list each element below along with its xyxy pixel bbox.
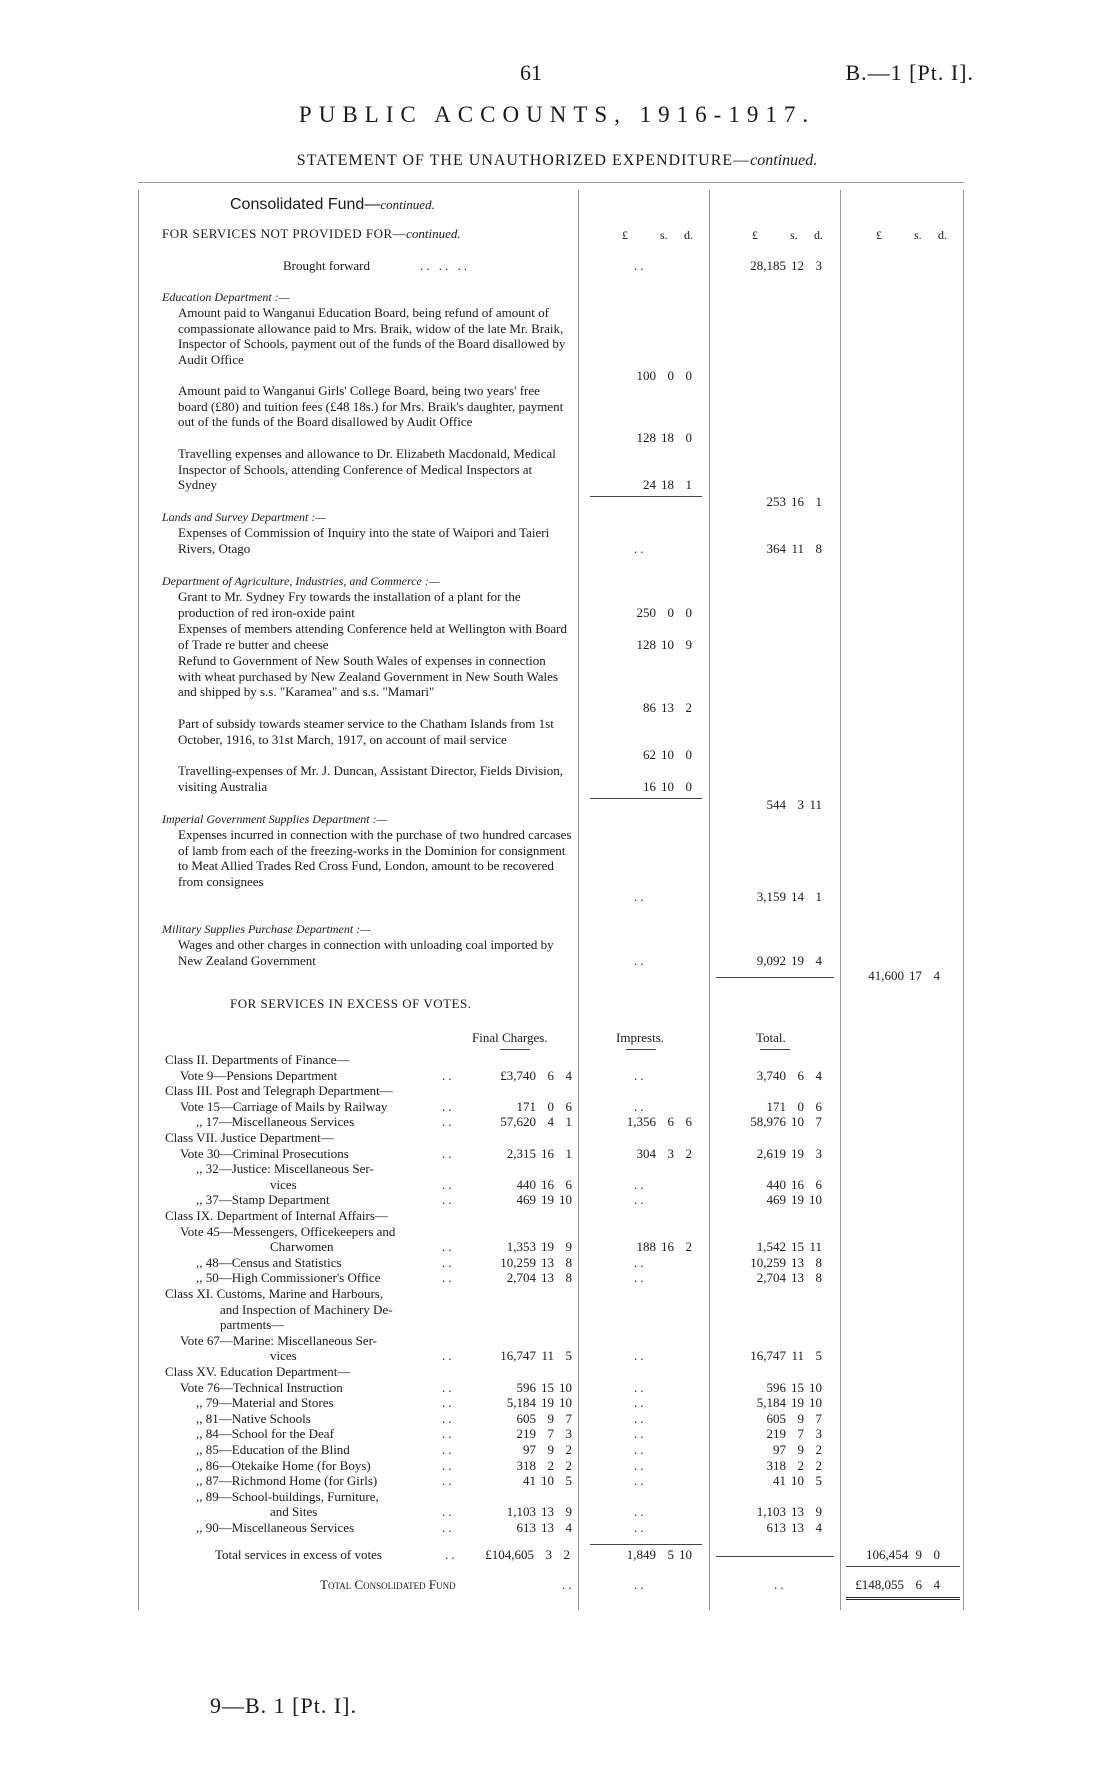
excess-row-imprest-empty: .. <box>634 1411 647 1426</box>
brought-forward-label: Brought forward <box>283 258 371 273</box>
excess-row-label: vices <box>270 1348 297 1363</box>
total-rule <box>846 1566 960 1567</box>
leader-dots: .. <box>442 1473 455 1488</box>
excess-row-imprest-empty: .. <box>634 1380 647 1395</box>
agriculture-item-5: Travelling-expenses of Mr. J. Duncan, Assistant Director, Fields Division, visiting Australia <box>178 763 563 794</box>
column-rule <box>840 190 841 1610</box>
excess-row-imprest-empty: .. <box>634 1270 647 1285</box>
education-item-1: Amount paid to Wanganui Education Board, being refund of amount of compassionate allowance paid to Mrs. Braik, widow of the late Mr. Braik, Inspector of Schools, payment out of the funds of the Board disallowed by Audit Office <box>178 305 566 367</box>
leader-dots: .. <box>442 1239 455 1254</box>
excess-row-label: and Sites <box>270 1504 318 1519</box>
excess-row-label: ,, 89—School-buildings, Furniture, <box>196 1489 379 1504</box>
unit-pence: d. <box>938 228 947 242</box>
leader-dots: .. <box>442 1146 455 1161</box>
leader-dots: .. <box>445 1547 458 1562</box>
excess-total-label: Total services in excess of votes <box>215 1547 382 1562</box>
leader-dots: .. <box>634 1577 647 1592</box>
education-item-3: Travelling expenses and allowance to Dr. Elizabeth Macdonald, Medical Inspector of Schools, attending Conference of Medical Inspectors at Sydney <box>178 446 556 493</box>
excess-row-label: vices <box>270 1177 297 1192</box>
column-rule <box>578 190 579 1610</box>
dept-education: Education Department :— <box>162 290 290 304</box>
subtotal-rule <box>716 977 834 978</box>
leader-dots: .. <box>442 1458 455 1473</box>
excess-row-label: Vote 67—Marine: Miscellaneous Ser- <box>180 1333 377 1348</box>
leader-dots: .. <box>634 953 647 968</box>
column-rule <box>963 190 964 1610</box>
agriculture-item-3: Refund to Government of New South Wales of expenses in connection with wheat purchased by New Zealand Government in New South Wales and shipped by s.s. "Karamea" and s.s. "Mamari" <box>178 653 558 700</box>
excess-row-label: Charwomen <box>270 1239 334 1254</box>
excess-row-label: ,, 79—Material and Stores <box>196 1395 334 1410</box>
excess-row-label: Vote 9—Pensions Department <box>180 1068 338 1083</box>
unit-shillings: s. <box>790 228 798 242</box>
military-item: Wages and other charges in connection with unloading coal imported by New Zealand Government <box>178 937 554 968</box>
consolidated-total-label: Total Consolidated Fund <box>320 1577 456 1592</box>
imperial-item: Expenses incurred in connection with the purchase of two hundred carcases of lamb from each of the freezing-works in the Dominion for consignment to Meat Allied Trades Red Cross Fund, London, amount to be recovered from consignees <box>178 827 572 889</box>
excess-row-imprest-empty: .. <box>634 1442 647 1457</box>
leader-dots: .. <box>442 1177 455 1192</box>
excess-row-imprest-empty: .. <box>634 1255 647 1270</box>
leader-dots: .. <box>442 1442 455 1457</box>
lands-item: Expenses of Commission of Inquiry into the state of Waipori and Taieri Rivers, Otago <box>178 525 550 556</box>
excess-row-label: ,, 50—High Commissioner's Office <box>196 1270 381 1285</box>
excess-row-label: Class XV. Education Department— <box>165 1364 351 1379</box>
excess-row-imprest-empty: .. <box>634 1068 647 1083</box>
excess-row-imprest-empty: .. <box>634 1395 647 1410</box>
leader-dots: .. <box>442 1114 455 1129</box>
double-rule <box>846 1597 960 1600</box>
dept-imperial-supplies: Imperial Government Supplies Department :— <box>162 812 388 826</box>
excess-row-label: Class II. Departments of Finance— <box>165 1052 350 1067</box>
excess-row-label: ,, 81—Native Schools <box>196 1411 311 1426</box>
excess-row-imprest-empty: .. <box>634 1473 647 1488</box>
col-imprests: Imprests. <box>616 1030 665 1045</box>
header-underline <box>626 1049 656 1050</box>
excess-row-imprest-empty: .. <box>634 1348 647 1363</box>
header-underline <box>500 1049 530 1050</box>
excess-row-label: Class VII. Justice Department— <box>165 1130 334 1145</box>
column-rule <box>138 190 139 1610</box>
excess-row-label: ,, 90—Miscellaneous Services <box>196 1520 355 1535</box>
page-number: 61 <box>520 60 542 85</box>
leader-dots: .. <box>442 1255 455 1270</box>
excess-row-imprest-empty: .. <box>634 1520 647 1535</box>
leader-dots: .. <box>442 1380 455 1395</box>
leader-dots: .. <box>442 1504 455 1519</box>
agriculture-item-4: Part of subsidy towards steamer service to the Chatham Islands from 1st October, 1916, to 31st March, 1917, on account of mail service <box>178 716 554 747</box>
excess-row-label: Class XI. Customs, Marine and Harbours, <box>165 1286 384 1301</box>
excess-row-label: ,, 87—Richmond Home (for Girls) <box>196 1473 378 1488</box>
subtotal-rule <box>590 798 702 799</box>
section-heading-not-provided: FOR SERVICES NOT PROVIDED FOR—continued. <box>162 226 461 241</box>
excess-row-imprest-empty: .. <box>634 1192 647 1207</box>
subtotal-rule <box>716 1556 834 1557</box>
unit-shillings: s. <box>914 228 922 242</box>
leader-dots: .. <box>562 1577 575 1592</box>
leader-dots: .. <box>442 1348 455 1363</box>
dept-lands-survey: Lands and Survey Department :— <box>162 510 326 524</box>
excess-row-label: ,, 85—Education of the Blind <box>196 1442 350 1457</box>
col-total: Total. <box>756 1030 786 1045</box>
excess-row-label: Vote 45—Messengers, Officekeepers and <box>180 1224 396 1239</box>
leader-dots: .. <box>442 1395 455 1410</box>
excess-row-label: Class IX. Department of Internal Affairs— <box>165 1208 388 1223</box>
excess-row-label: Vote 15—Carriage of Mails by Railway <box>180 1099 388 1114</box>
excess-row-label: Vote 30—Criminal Prosecutions <box>180 1146 349 1161</box>
leader-dots: .. .. .. <box>420 258 470 273</box>
leader-dots: .. <box>774 1577 787 1592</box>
document-reference: B.—1 [Pt. I]. <box>845 60 974 85</box>
header-underline <box>760 1049 790 1050</box>
fund-heading: Consolidated Fund—continued. <box>230 196 435 213</box>
page-subtitle: STATEMENT OF THE UNAUTHORIZED EXPENDITURE—continued. <box>296 152 818 169</box>
excess-row-label: ,, 37—Stamp Department <box>196 1192 330 1207</box>
subtotal-rule <box>590 496 702 497</box>
excess-row-label: ,, 86—Otekaike Home (for Boys) <box>196 1458 371 1473</box>
leader-dots: .. <box>442 1411 455 1426</box>
col-final-charges: Final Charges. <box>472 1030 548 1045</box>
excess-row-label: ,, 84—School for the Deaf <box>196 1426 334 1441</box>
unit-pence: d. <box>684 228 693 242</box>
leader-dots: .. <box>634 541 647 556</box>
leader-dots: .. <box>442 1099 455 1114</box>
section-heading-excess: FOR SERVICES IN EXCESS OF VOTES. <box>230 996 472 1011</box>
agriculture-item-1: Grant to Mr. Sydney Fry towards the installation of a plant for the production of red iron-oxide paint <box>178 589 521 620</box>
page-title: PUBLIC ACCOUNTS, 1916-1917. <box>298 102 816 127</box>
excess-row-label: Class III. Post and Telegraph Department— <box>165 1083 393 1098</box>
excess-row-imprest-empty: .. <box>634 1177 647 1192</box>
excess-row-imprest-empty: .. <box>634 1099 647 1114</box>
subtotal-rule <box>590 1544 702 1545</box>
leader-dots: .. <box>442 1192 455 1207</box>
leader-dots: .. <box>442 1520 455 1535</box>
excess-row-label: ,, 48—Census and Statistics <box>196 1255 342 1270</box>
excess-row-label: ,, 17—Miscellaneous Services <box>196 1114 355 1129</box>
agriculture-item-2: Expenses of members attending Conference held at Wellington with Board of Trade re butter and cheese <box>178 621 567 652</box>
page-footer: 9—B. 1 [Pt. I]. <box>210 1693 357 1718</box>
unit-shillings: s. <box>660 228 668 242</box>
excess-row-label: ,, 32—Justice: Miscellaneous Ser- <box>196 1161 374 1176</box>
column-rule <box>709 190 710 1610</box>
unit-pence: d. <box>814 228 823 242</box>
excess-row-imprest-empty: .. <box>634 1458 647 1473</box>
unit-pounds: £ <box>622 228 628 242</box>
leader-dots: .. <box>442 1426 455 1441</box>
dept-agriculture: Department of Agriculture, Industries, and Commerce :— <box>162 574 440 588</box>
leader-dots: .. <box>442 1068 455 1083</box>
unit-pounds: £ <box>876 228 882 242</box>
excess-row-imprest-empty: .. <box>634 1426 647 1441</box>
excess-row-label: Vote 76—Technical Instruction <box>180 1380 343 1395</box>
leader-dots: .. <box>442 1270 455 1285</box>
education-item-2: Amount paid to Wanganui Girls' College Board, being two years' free board (£80) and tuition fees (£48 18s.) for Mrs. Braik's daughter, payment out of the funds of the Board disallowed by Audit Office <box>178 383 564 430</box>
excess-row-label: and Inspection of Machinery De- <box>220 1302 393 1317</box>
leader-dots: .. <box>634 258 647 273</box>
leader-dots: .. <box>634 889 647 904</box>
dept-military-supplies: Military Supplies Purchase Department :— <box>162 922 371 936</box>
excess-row-imprest-empty: .. <box>634 1504 647 1519</box>
unit-pounds: £ <box>752 228 758 242</box>
excess-row-label: partments— <box>220 1317 285 1332</box>
